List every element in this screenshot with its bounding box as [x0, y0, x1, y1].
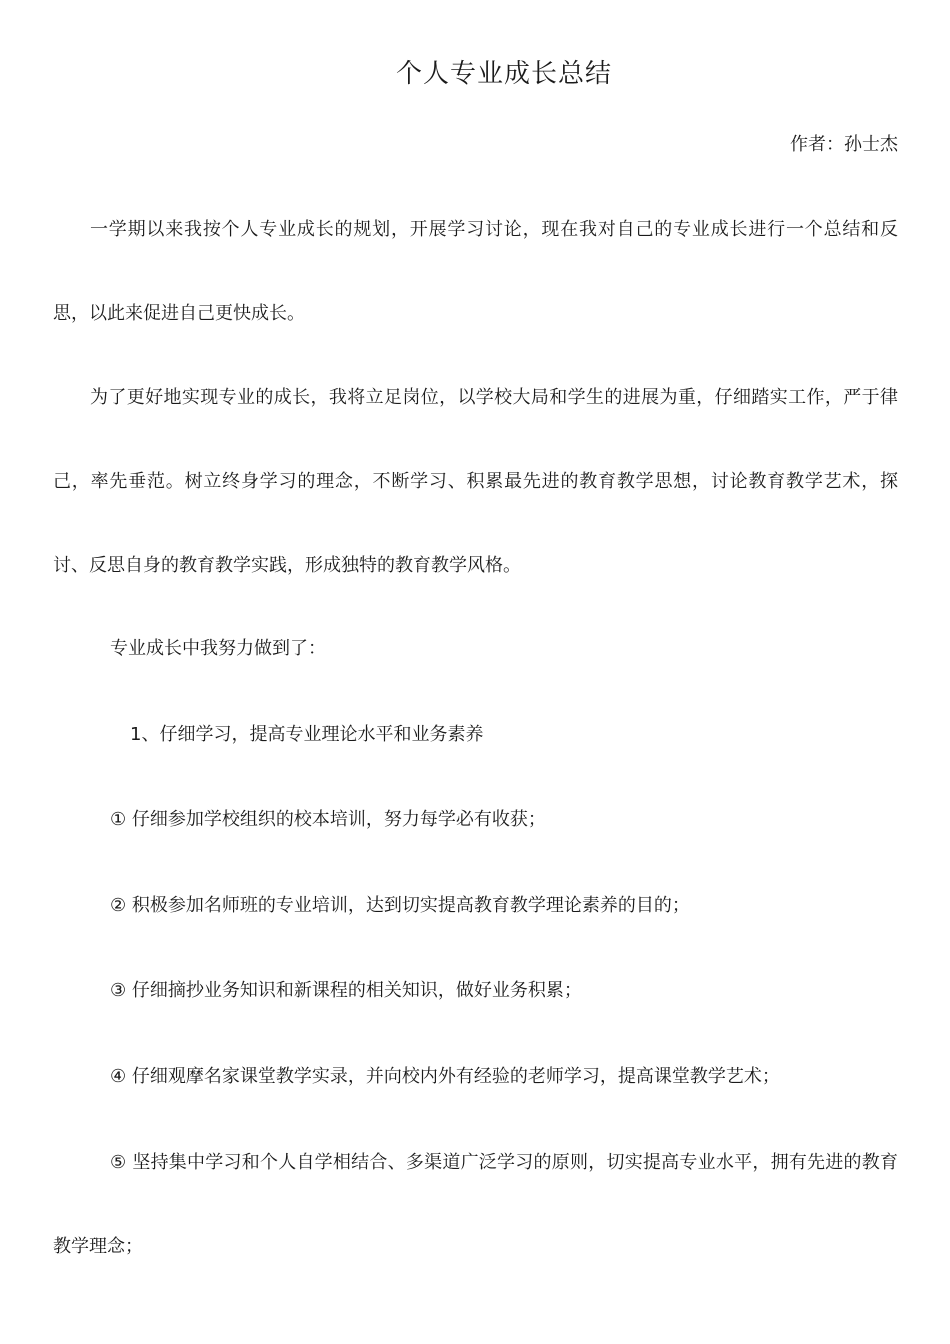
list-item: ④ 仔细观摩名家课堂教学实录，并向校内外有经验的老师学习，提高课堂教学艺术； — [110, 1066, 780, 1087]
list-item: ② 积极参加名师班的专业培训，达到切实提高教育教学理论素养的目的； — [110, 895, 690, 916]
list-item: ⑤ 坚持集中学习和个人自学相结合、多渠道广泛学习的原则，切实提高专业水平，拥有先进的教育教学理念； — [53, 1152, 898, 1257]
list-item: ① 仔细参加学校组织的校本培训，努力每学必有收获； — [110, 809, 546, 830]
author-line: 作者：孙士杰 — [790, 134, 898, 155]
document-title: 个人专业成长总结 — [395, 59, 612, 89]
achievements-intro: 专业成长中我努力做到了： — [110, 638, 326, 659]
list-item: ③ 仔细摘抄业务知识和新课程的相关知识，做好业务积累； — [110, 980, 582, 1001]
paragraph-goals: 为了更好地实现专业的成长，我将立足岗位，以学校大局和学生的进展为重，仔细踏实工作，严于律己，率先垂范。树立终身学习的理念，不断学习、积累最先进的教育教学思想，讨论教育教学艺术，探讨、反思自身的教育教学实践，形成独特的教育教学风格。 — [53, 387, 898, 576]
section-heading: 1、仔细学习，提高专业理论水平和业务素养 — [130, 724, 484, 745]
paragraph-intro: 一学期以来我按个人专业成长的规划，开展学习讨论，现在我对自己的专业成长进行一个总结和反思，以此来促进自己更快成长。 — [53, 219, 898, 324]
